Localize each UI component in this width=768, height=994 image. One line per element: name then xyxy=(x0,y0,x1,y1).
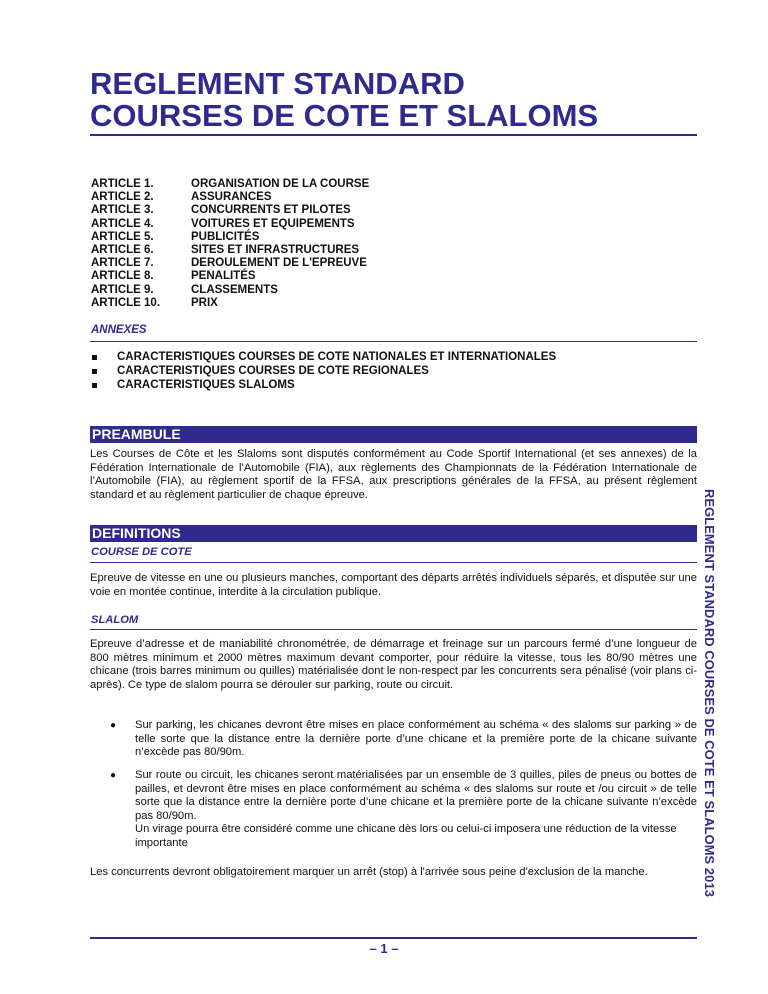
list-item xyxy=(110,769,697,823)
toc-article-title: PRIX xyxy=(191,296,218,309)
slalom-text: Epreuve d’adresse et de maniabilité chronométrée, de démarrage et freinage sur un parcours fermé d’une longueur de 800 mètres minimum et 2000 mètres maximum devant comporter, pour réduire la vitesse, tous les 80/90 mètres une chicane (trois barres minimum ou quilles) matérialisée dont le non-respect par les concurrents sera pénalisé (voir plans ci-après). Ce type de slalom pourra se dérouler sur parking, route ou circuit. xyxy=(90,638,697,691)
course-de-cote-label: COURSE DE COTE xyxy=(91,546,192,558)
toc-row xyxy=(91,270,369,283)
toc-row xyxy=(91,244,369,257)
list-item xyxy=(91,350,556,364)
bullet-dot-icon: ● xyxy=(110,770,117,781)
document-title xyxy=(90,68,700,132)
annex-label: CARACTERISTIQUES COURSES DE COTE NATIONALES ET INTERNATIONALES xyxy=(117,351,557,363)
toc-article-title: SITES ET INFRASTRUCTURES xyxy=(191,244,360,257)
slalom-closing-text: Les concurrents devront obligatoirement marquer un arrêt (stop) à l'arrivée sous peine d'exclusion de la manche. xyxy=(90,866,648,878)
annexes-divider xyxy=(90,341,697,342)
toc-article-number: ARTICLE 10. xyxy=(91,296,161,309)
toc-article-number: ARTICLE 9. xyxy=(91,283,154,296)
toc-article-number: ARTICLE 8. xyxy=(91,270,154,283)
toc-article-title: PUBLICITÉS xyxy=(191,230,260,243)
toc-row xyxy=(91,284,369,297)
preambule-text: Les Courses de Côte et les Slaloms sont disputés conformément au Code Sportif International (et ses annexes) de la Fédération Internationale de l’Automobile (FIA), aux règlements des Championnats de la Fédération Internationale de l’Automobile (FIA), au règlement sportif de la FFSA, aux prescriptions générales de la FFSA, au présent règlement standard et au règlement particulier de chaque épreuve. xyxy=(90,448,697,501)
toc-row xyxy=(91,218,369,231)
toc-article-title: CLASSEMENTS xyxy=(191,283,278,296)
square-bullet-icon xyxy=(92,355,97,360)
annexes-list xyxy=(91,350,556,392)
annex-label: CARACTERISTIQUES COURSES DE COTE REGIONALES xyxy=(117,365,429,377)
square-bullet-icon xyxy=(92,369,97,374)
toc-row xyxy=(91,297,369,310)
table-of-contents xyxy=(91,178,369,310)
toc-row xyxy=(91,204,369,217)
toc-row xyxy=(91,231,369,244)
list-item xyxy=(91,378,556,392)
toc-article-number: ARTICLE 6. xyxy=(91,244,154,257)
toc-article-number: ARTICLE 4. xyxy=(91,217,154,230)
slalom-route-text: Sur route ou circuit, les chicanes seront matérialisées par un ensemble de 3 quilles, piles de pneus ou bottes de pailles, et devront être mises en place conformément au schéma « des slaloms sur route et /ou circuit » de telle sorte que la distance entre la dernière porte d’une chicane et la première porte de la chicane suivante n’excède pas 80/90m. xyxy=(135,769,697,822)
annex-label: CARACTERISTIQUES SLALOMS xyxy=(117,379,295,391)
toc-article-title: PENALITÉS xyxy=(191,270,256,283)
toc-article-title: ASSURANCES xyxy=(191,191,272,204)
toc-article-title: ORGANISATION DE LA COURSE xyxy=(191,178,370,190)
toc-article-number: ARTICLE 2. xyxy=(91,191,154,204)
annexes-heading: ANNEXES xyxy=(91,324,147,336)
list-item xyxy=(91,364,556,378)
slalom-divider xyxy=(90,629,697,630)
toc-row xyxy=(91,178,369,191)
toc-article-title: CONCURRENTS ET PILOTES xyxy=(191,204,351,217)
footer-divider xyxy=(90,937,697,939)
preambule-heading: PREAMBULE xyxy=(90,426,697,443)
toc-article-number: ARTICLE 5. xyxy=(91,230,154,243)
list-item xyxy=(110,719,697,760)
bullet-dot-icon: ● xyxy=(110,720,117,731)
toc-article-title: DEROULEMENT DE L'EPREUVE xyxy=(191,257,367,270)
toc-article-number: ARTICLE 3. xyxy=(91,204,154,217)
toc-row xyxy=(91,257,369,270)
title-divider xyxy=(90,134,697,136)
title-line-2: COURSES DE COTE ET SLALOMS xyxy=(90,98,599,133)
slalom-label: SLALOM xyxy=(91,614,139,626)
toc-article-number: ARTICLE 1. xyxy=(91,178,154,190)
page-number: – 1 – xyxy=(369,941,399,956)
definitions-heading: DEFINITIONS xyxy=(90,525,697,542)
course-de-cote-divider xyxy=(90,562,697,563)
slalom-note: Un virage pourra être considéré comme une chicane dès lors ou celui-ci imposera une réduction de la vitesse importante xyxy=(135,823,677,849)
course-de-cote-text: Epreuve de vitesse en une ou plusieurs manches, comportant des départs arrêtés individuels séparés, et disputée sur une voie en montée continue, interdite à la circulation publique. xyxy=(90,572,697,598)
toc-row xyxy=(91,191,369,204)
side-running-title: REGLEMENT STANDARD COURSES DE COTE ET SLALOMS 2013 xyxy=(702,489,717,897)
slalom-parking-text: Sur parking, les chicanes devront être mises en place conformément au schéma « des slaloms sur parking » de telle sorte que la distance entre la dernière porte d’une chicane et la première porte de la chicane suivante n’excède pas 80/90m. xyxy=(135,719,697,758)
toc-article-number: ARTICLE 7. xyxy=(91,257,154,270)
title-line-1: REGLEMENT STANDARD xyxy=(90,66,465,101)
toc-article-title: VOITURES ET EQUIPEMENTS xyxy=(191,217,355,230)
square-bullet-icon xyxy=(92,383,97,388)
